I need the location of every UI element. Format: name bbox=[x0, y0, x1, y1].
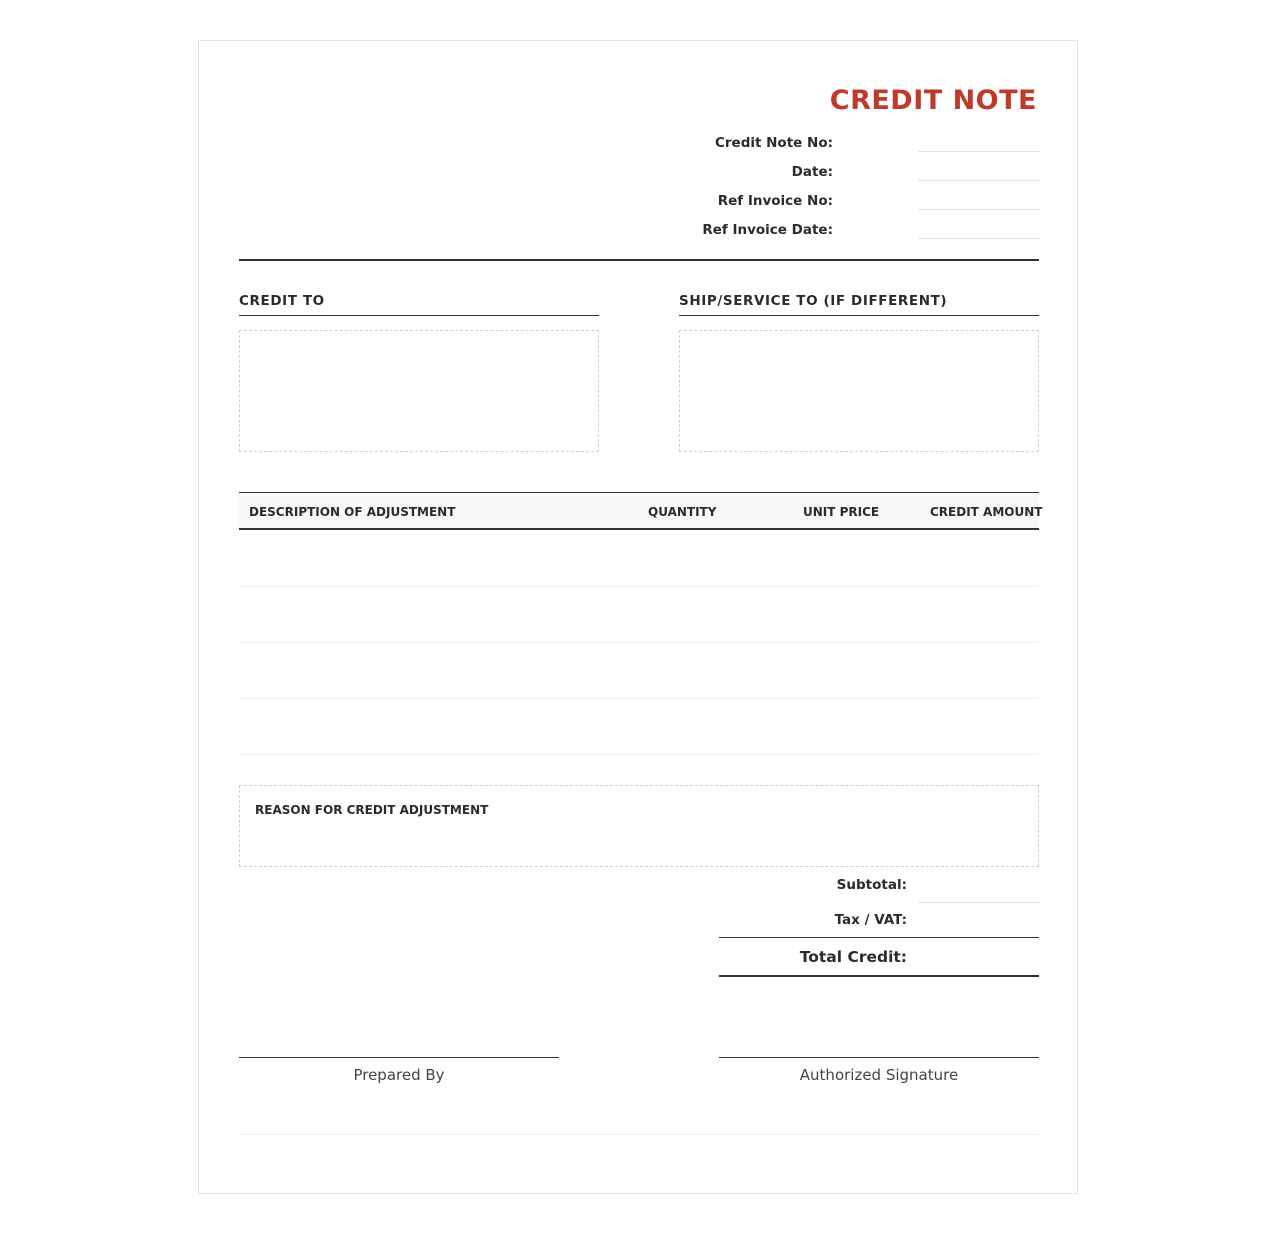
ref-invoice-no-field[interactable] bbox=[919, 209, 1039, 210]
credit-to-underline bbox=[239, 315, 599, 316]
authorized-signature-label: Authorized Signature bbox=[799, 1066, 959, 1084]
total-divider bbox=[719, 975, 1039, 977]
ref-invoice-no-label: Ref Invoice No: bbox=[717, 193, 833, 209]
date-label: Date: bbox=[791, 164, 833, 180]
credit-note-no-label: Credit Note No: bbox=[714, 135, 833, 151]
reason-label: REASON FOR CREDIT ADJUSTMENT bbox=[255, 803, 489, 817]
row-divider bbox=[239, 754, 1039, 755]
credit-note-page bbox=[198, 40, 1078, 1194]
table-row[interactable] bbox=[239, 587, 1039, 642]
header-divider bbox=[239, 259, 1039, 261]
credit-note-no-field[interactable] bbox=[919, 151, 1039, 152]
tax-label: Tax / VAT: bbox=[834, 912, 907, 928]
table-row[interactable] bbox=[239, 643, 1039, 698]
authorized-signature-line[interactable] bbox=[719, 1057, 1039, 1058]
prepared-by-line[interactable] bbox=[239, 1057, 559, 1058]
tax-divider bbox=[719, 937, 1039, 938]
subtotal-field[interactable] bbox=[919, 902, 1039, 903]
column-description: DESCRIPTION OF ADJUSTMENT bbox=[249, 505, 456, 519]
column-credit-amount: CREDIT AMOUNT bbox=[930, 505, 1043, 519]
column-unit-price: UNIT PRICE bbox=[803, 505, 880, 519]
total-credit-label: Total Credit: bbox=[799, 948, 907, 966]
document-title: CREDIT NOTE bbox=[829, 85, 1037, 116]
footer-divider bbox=[239, 1134, 1039, 1135]
credit-to-heading: CREDIT TO bbox=[239, 293, 325, 309]
reason-box[interactable] bbox=[239, 785, 1039, 867]
ref-invoice-date-field[interactable] bbox=[919, 238, 1039, 239]
column-quantity: QUANTITY bbox=[648, 505, 717, 519]
subtotal-label: Subtotal: bbox=[836, 877, 907, 893]
ref-invoice-date-label: Ref Invoice Date: bbox=[702, 222, 833, 238]
prepared-by-label: Prepared By bbox=[353, 1066, 445, 1084]
ship-to-underline bbox=[679, 315, 1039, 316]
table-header bbox=[239, 492, 1043, 530]
date-field[interactable] bbox=[919, 180, 1039, 181]
ship-to-heading: SHIP/SERVICE TO (IF DIFFERENT) bbox=[679, 293, 948, 309]
table-row[interactable] bbox=[239, 699, 1039, 754]
table-row[interactable] bbox=[239, 530, 1039, 586]
ship-to-box[interactable] bbox=[679, 330, 1039, 452]
credit-to-box[interactable] bbox=[239, 330, 599, 452]
